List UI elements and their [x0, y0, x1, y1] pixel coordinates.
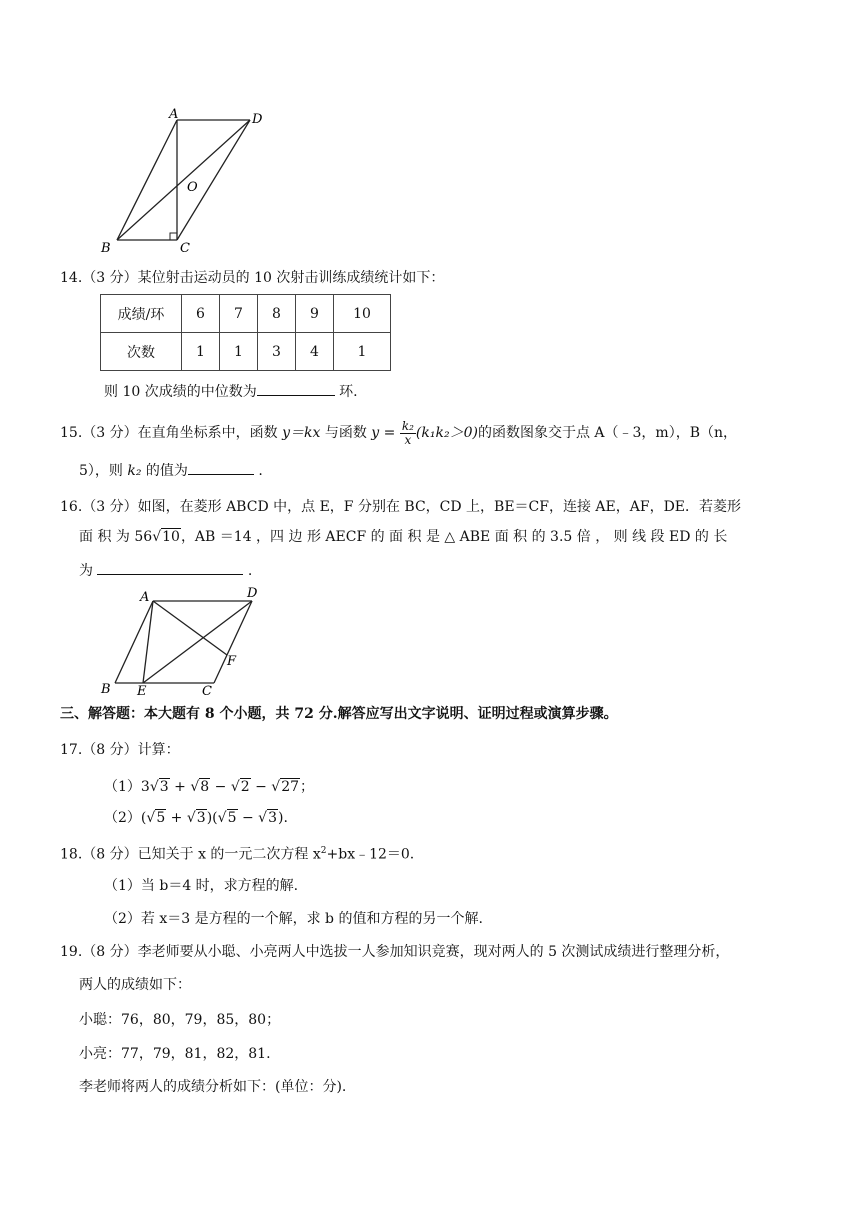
fraction-numerator: k₂: [401, 418, 414, 433]
question-text: .: [243, 563, 253, 579]
operator: −: [210, 779, 231, 795]
question-18: [60, 841, 414, 865]
part-label: （2）: [104, 810, 141, 826]
exponent: 2: [320, 846, 327, 856]
question-19-line3: 小聪：76，80，79，85，80；: [79, 1012, 281, 1028]
question-text: 5），则: [79, 463, 128, 479]
condition: (k₁k₂＞0): [415, 425, 478, 441]
operator: −: [237, 810, 259, 826]
function-2-lhs: y =: [371, 425, 396, 441]
ask-text: 则 10 次成绩的中位数为: [104, 384, 257, 400]
unit-text: 环.: [334, 384, 358, 400]
table-row: [101, 295, 391, 333]
question-16-line2: 面 积 为 56√10，AB ＝14 ，四 边 形 AECF 的 面 积 是 △ ABE 面 积 的 3.5 倍 ， 则 线 段 ED 的 长: [79, 529, 728, 545]
radicand: 8: [200, 779, 210, 795]
label-d: D: [247, 586, 258, 601]
segment-bd: [117, 120, 250, 240]
question-17-part-1: （1）3√3 + √8 − √2 − √27；: [104, 779, 315, 795]
question-number: 16.: [60, 499, 83, 515]
radicand: 5: [227, 810, 237, 826]
table-cell: 6: [182, 295, 220, 333]
radicand: 2: [240, 779, 250, 795]
operator: −: [250, 779, 272, 795]
area-radicand: 10: [162, 529, 180, 545]
variable-k2: k₂: [127, 463, 142, 479]
label-o: O: [187, 180, 198, 195]
label-c: C: [180, 241, 190, 256]
answer-blank[interactable]: [257, 381, 335, 396]
table-row: [101, 333, 391, 371]
question-15-line1: [60, 418, 737, 448]
answer-blank[interactable]: [188, 460, 254, 475]
operator: +: [169, 779, 191, 795]
table-cell: 3: [258, 333, 296, 371]
table-cell: 9: [296, 295, 334, 333]
label-f: F: [227, 654, 237, 669]
answer-blank[interactable]: [97, 560, 243, 575]
score-table: [100, 294, 391, 371]
question-19-line4: 小亮：77，79，81，82，81.: [79, 1046, 271, 1062]
question-text: 与函数: [320, 425, 372, 441]
question-number: 15.: [60, 425, 83, 441]
function-1: y＝kx: [282, 425, 321, 441]
table-cell: 1: [182, 333, 220, 371]
segment-ab: [115, 601, 153, 683]
segment-ab: [117, 120, 177, 240]
question-19-line5: 李老师将两人的成绩分析如下：(单位：分).: [79, 1079, 347, 1095]
table-cell: 1: [220, 333, 258, 371]
table-cell: 4: [296, 333, 334, 371]
paren: (: [140, 810, 147, 826]
radicand: 5: [156, 810, 166, 826]
paren: ).: [277, 810, 288, 826]
question-text: .: [253, 463, 263, 479]
question-17: [60, 740, 180, 760]
question-text: （3 分）在直角坐标系中，函数: [82, 425, 283, 441]
question-number: 18.: [60, 846, 83, 863]
part-label: （1）: [104, 779, 141, 795]
question-text: 的函数图象交于点 A（﹣3，m），B（n，: [477, 425, 738, 441]
radicand: 3: [159, 779, 169, 795]
question-text: （8 分）李老师要从小聪、小亮两人中选拔一人参加知识竞赛，现对两人的 5 次测试成绩进行整理分析，: [82, 944, 730, 960]
question-17-part-2: （2）(√5 + √3)(√5 − √3).: [104, 810, 288, 826]
question-18-part-1: （1）当 b＝4 时，求方程的解.: [104, 878, 299, 894]
question-text: （8 分）已知关于 x 的一元二次方程 x: [82, 846, 321, 863]
table-cell: 1: [334, 333, 391, 371]
question-number: 17.: [60, 742, 83, 758]
label-d: D: [252, 112, 263, 127]
segment-dc: [214, 601, 252, 683]
question-text: ，AB ＝14 ，四 边 形 AECF 的 面 积 是 △ ABE 面 积 的 3.5 倍 ， 则 线 段 ED 的 长: [180, 529, 728, 545]
table-header-cell: 成绩/环: [101, 295, 182, 333]
punctuation: ；: [300, 779, 315, 795]
table-cell: 7: [220, 295, 258, 333]
right-angle-mark: [170, 233, 177, 240]
table-cell: 10: [334, 295, 391, 333]
question-text: 为: [79, 563, 98, 579]
question-14: [60, 268, 444, 288]
operator: +: [166, 810, 187, 826]
parallelogram-figure: [95, 105, 275, 260]
question-text: 面 积 为: [79, 529, 135, 545]
label-a: A: [140, 590, 150, 605]
question-18-part-2: （2）若 x＝3 是方程的一个解，求 b 的值和方程的另一个解.: [104, 911, 483, 927]
question-text: （8 分）计算：: [82, 742, 180, 758]
question-19-line1: [60, 942, 729, 962]
question-text: （3 分）某位射击运动员的 10 次射击训练成绩统计如下：: [82, 270, 445, 286]
fraction-k2-over-x: [400, 420, 416, 447]
question-text: （3 分）如图，在菱形 ABCD 中，点 E，F 分别在 BC，CD 上，BE＝CF，连接 AE，AF，DE．若菱形: [82, 499, 742, 515]
label-e: E: [137, 684, 147, 699]
table-cell: 8: [258, 295, 296, 333]
question-15-line2: [79, 460, 263, 481]
question-16-line1: [60, 497, 741, 517]
label-a: A: [169, 107, 179, 122]
question-16-line3: [79, 560, 252, 581]
segment-ed: [143, 601, 252, 683]
question-text: +bx﹣12＝0.: [326, 846, 415, 863]
area-coefficient: 56: [134, 529, 153, 545]
radicand: 27: [281, 779, 300, 795]
question-19-line2: 两人的成绩如下：: [79, 977, 191, 993]
question-number: 14.: [60, 270, 83, 286]
fraction-denominator: x: [404, 432, 412, 447]
section-heading: 三、解答题：本大题有 8 个小题，共 72 分.解答应写出文字说明、证明过程或演算步骤。: [60, 706, 618, 722]
question-text: 的值为: [141, 463, 188, 479]
question-14-ask: [104, 381, 358, 402]
table-header-cell: 次数: [101, 333, 182, 371]
radicand: 3: [196, 810, 206, 826]
rhombus-figure: [95, 583, 275, 701]
coefficient: 3: [140, 779, 150, 795]
paren: )(: [206, 810, 218, 826]
label-b: B: [101, 682, 111, 697]
question-number: 19.: [60, 944, 83, 960]
radicand: 3: [268, 810, 277, 826]
label-c: C: [202, 684, 212, 699]
label-b: B: [101, 241, 111, 256]
